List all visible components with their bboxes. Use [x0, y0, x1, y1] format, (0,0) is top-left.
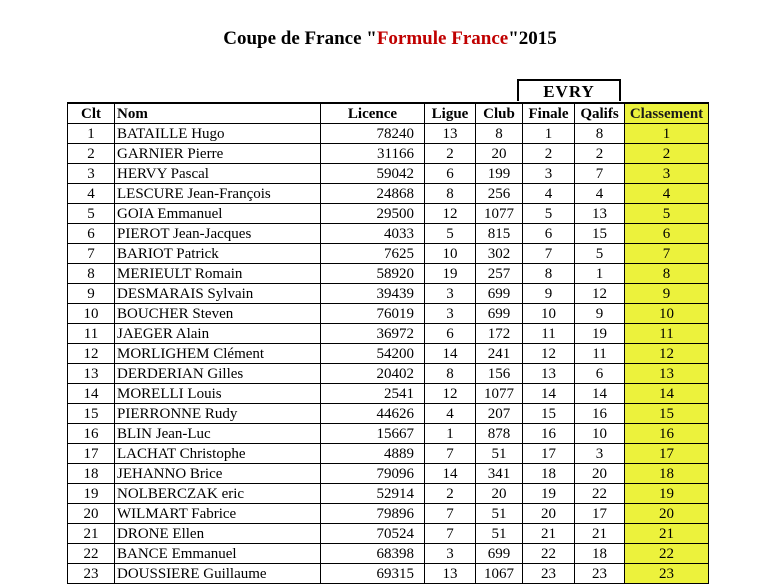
- cell-club: 1077: [476, 204, 523, 224]
- cell-ligue: 10: [425, 244, 476, 264]
- cell-club: 699: [476, 304, 523, 324]
- cell-name: BLIN Jean-Luc: [115, 424, 321, 444]
- cell-finale: 8: [523, 264, 575, 284]
- cell-finale: 15: [523, 404, 575, 424]
- table-row: [68, 184, 709, 204]
- cell-licence: 44626: [321, 404, 425, 424]
- cell-name: BARIOT Patrick: [115, 244, 321, 264]
- cell-name: BOUCHER Steven: [115, 304, 321, 324]
- cell-ligue: 12: [425, 204, 476, 224]
- table-row: [68, 504, 709, 524]
- cell-finale: 11: [523, 324, 575, 344]
- table-row: [68, 364, 709, 384]
- cell-club: 341: [476, 464, 523, 484]
- col-header-licence: Licence: [321, 103, 425, 124]
- cell-rank: 2: [68, 144, 115, 164]
- cell-club: 207: [476, 404, 523, 424]
- cell-ligue: 3: [425, 544, 476, 564]
- cell-club: 20: [476, 144, 523, 164]
- cell-licence: 79096: [321, 464, 425, 484]
- cell-qalifs: 13: [575, 204, 625, 224]
- cell-finale: 12: [523, 344, 575, 364]
- cell-club: 51: [476, 504, 523, 524]
- cell-classement: 4: [625, 184, 709, 204]
- cell-ligue: 3: [425, 304, 476, 324]
- cell-rank: 16: [68, 424, 115, 444]
- cell-licence: 4033: [321, 224, 425, 244]
- cell-qalifs: 9: [575, 304, 625, 324]
- cell-finale: 4: [523, 184, 575, 204]
- cell-classement: 19: [625, 484, 709, 504]
- cell-club: 241: [476, 344, 523, 364]
- title-suffix: "2015: [508, 28, 557, 49]
- cell-qalifs: 23: [575, 564, 625, 584]
- cell-classement: 9: [625, 284, 709, 304]
- table-row: [68, 304, 709, 324]
- table-row: [68, 404, 709, 424]
- cell-classement: 16: [625, 424, 709, 444]
- cell-licence: 7625: [321, 244, 425, 264]
- cell-licence: 36972: [321, 324, 425, 344]
- cell-licence: 20402: [321, 364, 425, 384]
- cell-classement: 17: [625, 444, 709, 464]
- cell-classement: 6: [625, 224, 709, 244]
- cell-classement: 5: [625, 204, 709, 224]
- cell-licence: 59042: [321, 164, 425, 184]
- cell-ligue: 19: [425, 264, 476, 284]
- cell-ligue: 6: [425, 324, 476, 344]
- cell-club: 815: [476, 224, 523, 244]
- cell-club: 699: [476, 544, 523, 564]
- cell-rank: 4: [68, 184, 115, 204]
- table-row: [68, 244, 709, 264]
- cell-name: GOIA Emmanuel: [115, 204, 321, 224]
- cell-name: BANCE Emmanuel: [115, 544, 321, 564]
- table-row: [68, 564, 709, 584]
- evry-group-header: EVRY: [517, 79, 621, 101]
- cell-qalifs: 22: [575, 484, 625, 504]
- cell-qalifs: 3: [575, 444, 625, 464]
- cell-licence: 70524: [321, 524, 425, 544]
- cell-finale: 14: [523, 384, 575, 404]
- cell-qalifs: 12: [575, 284, 625, 304]
- cell-name: DOUSSIERE Guillaume: [115, 564, 321, 584]
- col-header-qalifs: Qalifs: [575, 103, 625, 124]
- cell-name: GARNIER Pierre: [115, 144, 321, 164]
- cell-classement: 21: [625, 524, 709, 544]
- cell-classement: 15: [625, 404, 709, 424]
- cell-ligue: 14: [425, 344, 476, 364]
- cell-club: 51: [476, 524, 523, 544]
- cell-rank: 23: [68, 564, 115, 584]
- cell-qalifs: 16: [575, 404, 625, 424]
- cell-licence: 4889: [321, 444, 425, 464]
- cell-ligue: 4: [425, 404, 476, 424]
- table-row: [68, 204, 709, 224]
- cell-licence: 69315: [321, 564, 425, 584]
- cell-rank: 10: [68, 304, 115, 324]
- cell-club: 51: [476, 444, 523, 464]
- cell-licence: 79896: [321, 504, 425, 524]
- cell-finale: 10: [523, 304, 575, 324]
- cell-name: HERVY Pascal: [115, 164, 321, 184]
- cell-name: BATAILLE Hugo: [115, 124, 321, 144]
- cell-qalifs: 14: [575, 384, 625, 404]
- cell-classement: 20: [625, 504, 709, 524]
- cell-licence: 15667: [321, 424, 425, 444]
- table-row: [68, 164, 709, 184]
- cell-classement: 1: [625, 124, 709, 144]
- cell-rank: 21: [68, 524, 115, 544]
- cell-name: MORLIGHEM Clément: [115, 344, 321, 364]
- cell-finale: 21: [523, 524, 575, 544]
- cell-ligue: 5: [425, 224, 476, 244]
- cell-qalifs: 21: [575, 524, 625, 544]
- cell-ligue: 13: [425, 564, 476, 584]
- cell-classement: 2: [625, 144, 709, 164]
- cell-club: 256: [476, 184, 523, 204]
- cell-licence: 78240: [321, 124, 425, 144]
- cell-classement: 7: [625, 244, 709, 264]
- table-row: [68, 284, 709, 304]
- cell-finale: 7: [523, 244, 575, 264]
- cell-ligue: 3: [425, 284, 476, 304]
- cell-club: 8: [476, 124, 523, 144]
- cell-licence: 68398: [321, 544, 425, 564]
- cell-ligue: 14: [425, 464, 476, 484]
- cell-ligue: 2: [425, 484, 476, 504]
- table-row: [68, 384, 709, 404]
- cell-club: 699: [476, 284, 523, 304]
- cell-licence: 31166: [321, 144, 425, 164]
- cell-classement: 14: [625, 384, 709, 404]
- title-highlight: Formule France: [376, 28, 509, 49]
- cell-name: MORELLI Louis: [115, 384, 321, 404]
- cell-name: NOLBERCZAK eric: [115, 484, 321, 504]
- col-header-clt: Clt: [68, 103, 115, 124]
- cell-classement: 12: [625, 344, 709, 364]
- table-row: [68, 144, 709, 164]
- cell-rank: 12: [68, 344, 115, 364]
- cell-licence: 2541: [321, 384, 425, 404]
- cell-qalifs: 10: [575, 424, 625, 444]
- cell-finale: 19: [523, 484, 575, 504]
- cell-name: PIERRONNE Rudy: [115, 404, 321, 424]
- cell-name: LACHAT Christophe: [115, 444, 321, 464]
- cell-licence: 58920: [321, 264, 425, 284]
- page-title: [0, 28, 780, 50]
- cell-rank: 3: [68, 164, 115, 184]
- cell-finale: 3: [523, 164, 575, 184]
- cell-ligue: 7: [425, 444, 476, 464]
- cell-name: PIEROT Jean-Jacques: [115, 224, 321, 244]
- cell-finale: 5: [523, 204, 575, 224]
- cell-club: 1077: [476, 384, 523, 404]
- cell-rank: 22: [68, 544, 115, 564]
- cell-licence: 39439: [321, 284, 425, 304]
- cell-finale: 2: [523, 144, 575, 164]
- cell-finale: 16: [523, 424, 575, 444]
- cell-finale: 18: [523, 464, 575, 484]
- cell-rank: 7: [68, 244, 115, 264]
- cell-classement: 23: [625, 564, 709, 584]
- table-row: [68, 424, 709, 444]
- cell-name: DESMARAIS Sylvain: [115, 284, 321, 304]
- cell-classement: 22: [625, 544, 709, 564]
- cell-club: 156: [476, 364, 523, 384]
- cell-finale: 17: [523, 444, 575, 464]
- table-row: [68, 344, 709, 364]
- cell-rank: 19: [68, 484, 115, 504]
- cell-ligue: 8: [425, 184, 476, 204]
- table-header-row: [68, 103, 709, 124]
- cell-club: 257: [476, 264, 523, 284]
- col-header-club: Club: [476, 103, 523, 124]
- col-header-nom: Nom: [115, 103, 321, 124]
- cell-club: 172: [476, 324, 523, 344]
- cell-classement: 11: [625, 324, 709, 344]
- cell-qalifs: 5: [575, 244, 625, 264]
- cell-ligue: 8: [425, 364, 476, 384]
- col-header-finale: Finale: [523, 103, 575, 124]
- cell-ligue: 13: [425, 124, 476, 144]
- cell-ligue: 1: [425, 424, 476, 444]
- cell-rank: 18: [68, 464, 115, 484]
- table-row: [68, 124, 709, 144]
- cell-ligue: 2: [425, 144, 476, 164]
- cell-name: DRONE Ellen: [115, 524, 321, 544]
- table-row: [68, 524, 709, 544]
- cell-name: DERDERIAN Gilles: [115, 364, 321, 384]
- table-row: [68, 544, 709, 564]
- cell-club: 20: [476, 484, 523, 504]
- cell-name: MERIEULT Romain: [115, 264, 321, 284]
- cell-name: JAEGER Alain: [115, 324, 321, 344]
- cell-finale: 22: [523, 544, 575, 564]
- cell-rank: 13: [68, 364, 115, 384]
- cell-name: JEHANNO Brice: [115, 464, 321, 484]
- cell-rank: 6: [68, 224, 115, 244]
- cell-rank: 15: [68, 404, 115, 424]
- cell-finale: 23: [523, 564, 575, 584]
- cell-classement: 13: [625, 364, 709, 384]
- cell-rank: 8: [68, 264, 115, 284]
- cell-ligue: 7: [425, 524, 476, 544]
- cell-club: 199: [476, 164, 523, 184]
- cell-licence: 54200: [321, 344, 425, 364]
- cell-qalifs: 17: [575, 504, 625, 524]
- cell-ligue: 7: [425, 504, 476, 524]
- cell-licence: 76019: [321, 304, 425, 324]
- col-header-ligue: Ligue: [425, 103, 476, 124]
- table-row: [68, 224, 709, 244]
- cell-name: LESCURE Jean-François: [115, 184, 321, 204]
- cell-qalifs: 2: [575, 144, 625, 164]
- cell-qalifs: 8: [575, 124, 625, 144]
- col-header-classement: Classement: [625, 103, 709, 124]
- cell-rank: 17: [68, 444, 115, 464]
- cell-name: WILMART Fabrice: [115, 504, 321, 524]
- cell-qalifs: 18: [575, 544, 625, 564]
- cell-finale: 9: [523, 284, 575, 304]
- cell-qalifs: 4: [575, 184, 625, 204]
- table-row: [68, 484, 709, 504]
- cell-classement: 8: [625, 264, 709, 284]
- cell-classement: 3: [625, 164, 709, 184]
- cell-licence: 52914: [321, 484, 425, 504]
- table-row: [68, 444, 709, 464]
- cell-licence: 29500: [321, 204, 425, 224]
- title-prefix: Coupe de France ": [223, 28, 377, 49]
- cell-club: 1067: [476, 564, 523, 584]
- cell-qalifs: 20: [575, 464, 625, 484]
- ranking-table: [67, 102, 709, 584]
- cell-licence: 24868: [321, 184, 425, 204]
- cell-qalifs: 19: [575, 324, 625, 344]
- table-row: [68, 264, 709, 284]
- table-row: [68, 464, 709, 484]
- cell-rank: 20: [68, 504, 115, 524]
- cell-finale: 13: [523, 364, 575, 384]
- cell-rank: 9: [68, 284, 115, 304]
- table-row: [68, 324, 709, 344]
- cell-club: 302: [476, 244, 523, 264]
- cell-finale: 1: [523, 124, 575, 144]
- cell-club: 878: [476, 424, 523, 444]
- cell-finale: 6: [523, 224, 575, 244]
- cell-rank: 5: [68, 204, 115, 224]
- cell-classement: 10: [625, 304, 709, 324]
- cell-rank: 14: [68, 384, 115, 404]
- cell-rank: 11: [68, 324, 115, 344]
- cell-ligue: 12: [425, 384, 476, 404]
- cell-qalifs: 11: [575, 344, 625, 364]
- cell-rank: 1: [68, 124, 115, 144]
- cell-qalifs: 15: [575, 224, 625, 244]
- cell-qalifs: 6: [575, 364, 625, 384]
- cell-qalifs: 1: [575, 264, 625, 284]
- cell-ligue: 6: [425, 164, 476, 184]
- cell-finale: 20: [523, 504, 575, 524]
- cell-qalifs: 7: [575, 164, 625, 184]
- cell-classement: 18: [625, 464, 709, 484]
